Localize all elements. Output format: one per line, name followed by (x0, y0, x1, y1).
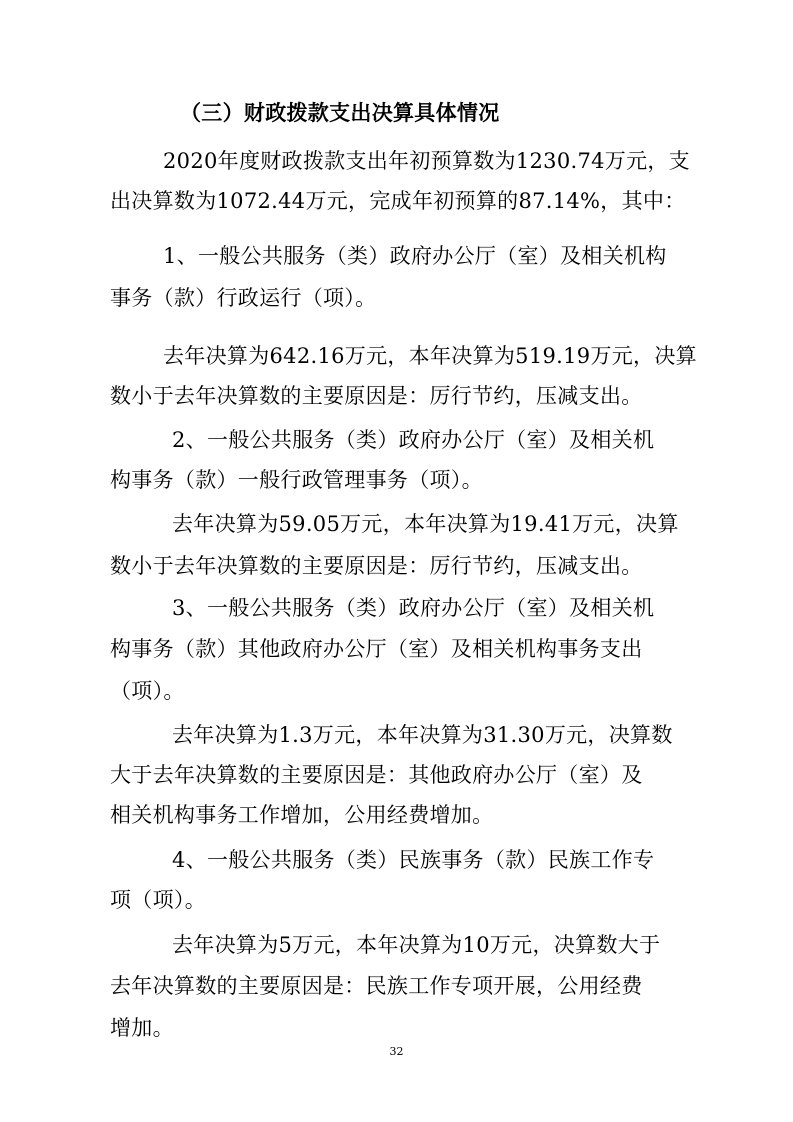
item-1-detail-line-2: 数小于去年决算数的主要原因是：厉行节约，压减支出。 (110, 384, 643, 408)
item-4-title-line-1: 4、一般公共服务（类）民族事务（款）民族工作专 (172, 848, 655, 872)
page-number: 32 (389, 1045, 404, 1058)
item-4-detail-line-2: 去年决算数的主要原因是：民族工作专项开展，公用经费 (110, 974, 643, 998)
item-3-detail-line-2: 大于去年决算数的主要原因是：其他政府办公厅（室）及 (110, 763, 643, 787)
item-3-detail-line-3: 相关机构事务工作增加，公用经费增加。 (110, 803, 494, 827)
item-4-title-line-2: 项（项）。 (110, 888, 206, 912)
item-2-detail-line-1: 去年决算为59.05万元，本年决算为19.41万元，决算 (172, 512, 679, 536)
item-2-title-line-1: 2、一般公共服务（类）政府办公厅（室）及相关机 (172, 428, 655, 452)
item-3-title-line-2: 构事务（款）其他政府办公厅（室）及相关机构事务支出 (110, 637, 643, 661)
section-heading: （三）财政拨款支出决算具体情况 (180, 101, 500, 125)
item-4-detail-line-1: 去年决算为5万元，本年决算为10万元，决算数大于 (172, 933, 661, 957)
item-3-detail-line-1: 去年决算为1.3万元，本年决算为31.30万元，决算数 (172, 723, 673, 747)
summary-line-2: 出决算数为1072.44万元，完成年初预算的87.14%，其中： (110, 189, 686, 213)
item-1-detail-line-1: 去年决算为642.16万元，本年决算为519.19万元，决算 (163, 344, 697, 368)
item-1-title-line-2: 事务（款）行政运行（项）。 (110, 286, 377, 310)
item-2-detail-line-2: 数小于去年决算数的主要原因是：厉行节约，压减支出。 (110, 554, 643, 578)
item-1-title-line-1: 1、一般公共服务（类）政府办公厅（室）及相关机构 (163, 244, 667, 268)
item-3-title-line-3: （项）。 (110, 679, 185, 703)
item-3-title-line-1: 3、一般公共服务（类）政府办公厅（室）及相关机 (172, 596, 655, 620)
item-2-title-line-2: 构事务（款）一般行政管理事务（项）。 (110, 468, 483, 492)
item-4-detail-line-3: 增加。 (110, 1016, 174, 1040)
summary-line-1: 2020年度财政拨款支出年初预算数为1230.74万元，支 (163, 149, 690, 173)
